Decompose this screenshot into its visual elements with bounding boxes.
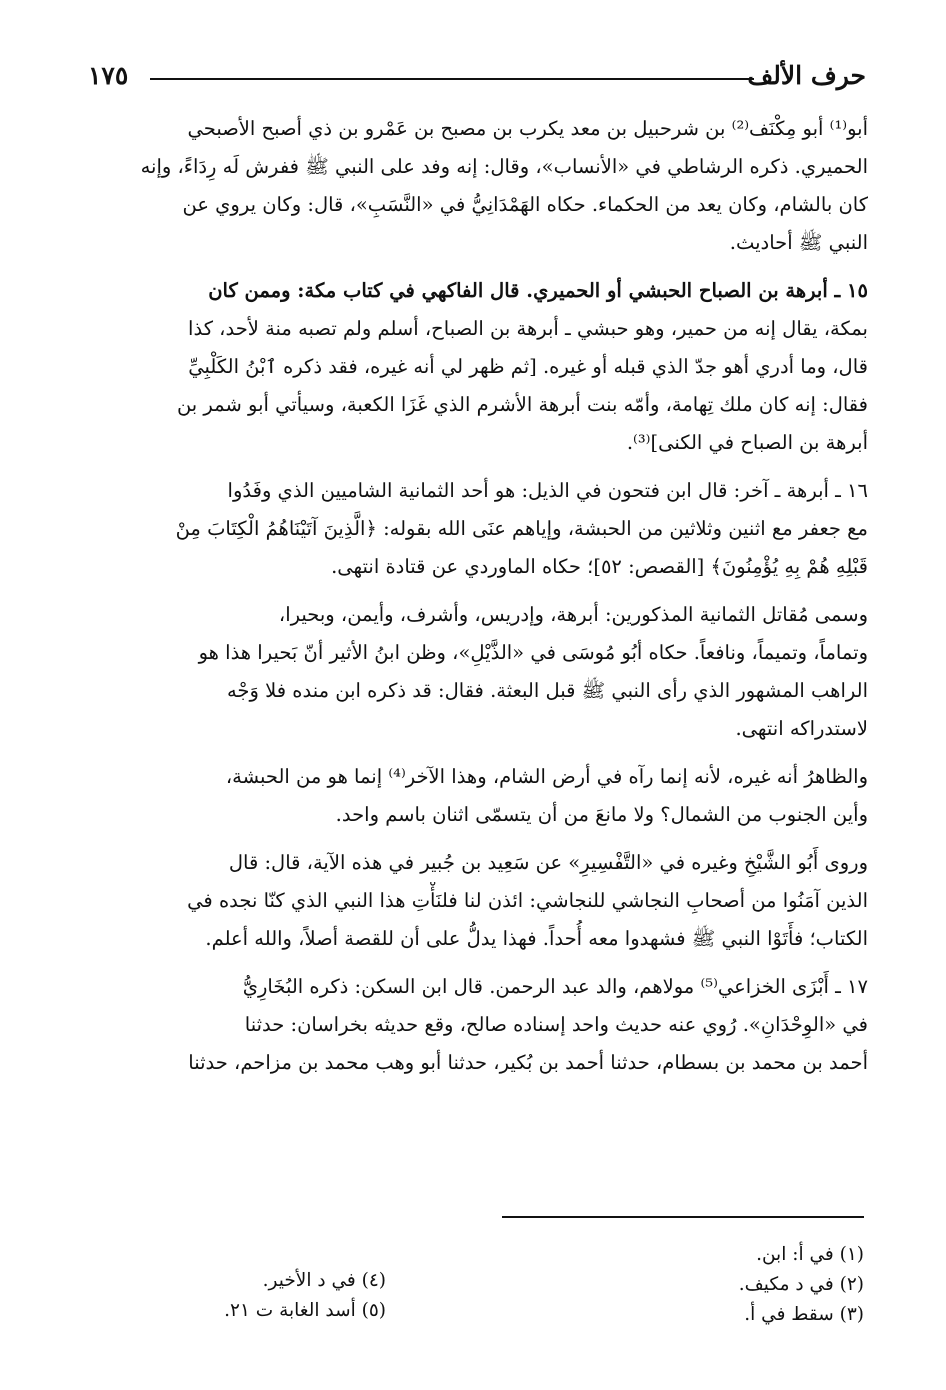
- text-line: فقال: إنه كان ملك تِهامة، وأمّه بنت أبرهة الأشرم الذي غَزَا الكعبة، وسيأتي أبو شمر بن: [176, 393, 868, 416]
- text-line: كان بالشام، وكان يعد من الحكماء. حكاه الهَمْدَانِيُّ في «النَّسَبِ»، قال: وكان يروي عن: [182, 193, 868, 216]
- entry-heading-line: ١٥ ـ أبرهة بن الصباح الحبشي أو الحميري. قال الفاكهي في كتاب مكة: وممن كان: [208, 279, 868, 302]
- footnotes-column-left: [136, 1266, 386, 1326]
- text-line: قال، وما أدري أهو جدّ الذي قبله أو غيره. [ثم ظهر لي أنه غيره، فقد ذكره ٱبْنُ الكَلْبِيِّ: [188, 355, 868, 378]
- entry-heading-line: ١٦ ـ أبرهة ـ آخر: قال ابن فتحون في الذيل: هو أحد الثمانية الشاميين الذي وفَدُوا: [227, 479, 868, 502]
- paragraph-muqatil: [78, 596, 868, 748]
- text-line: أبو⁽¹⁾ أبو مِكْنَف⁽²⁾ بن شرحبيل بن معد يكرب بن مصبح بن عَمْرو بن ذي أصبح الأصبحي: [187, 117, 868, 140]
- text-line: في «الوِحْدَانِ». رُوي عنه حديث واحد إسناده صالح، وقع حديثه بخراسان: حدثنا: [244, 1013, 868, 1036]
- paragraph-zahir: [78, 758, 868, 834]
- text-line: قَبْلِهِ هُمْ بِهِ يُؤْمِنُونَ﴾ [القصص: ٥٢]؛ حكاه الماوردي عن قتادة انتهى.: [331, 555, 868, 578]
- page-number: ١٧٥: [88, 61, 129, 90]
- text-line: وروى أَبُو الشَّيْخِ وغيره في «التَّفْسِيرِ» عن سَعِيد بن جُبير في هذه الآية، قال: قال: [228, 851, 868, 874]
- footnote-separator: [502, 1216, 864, 1218]
- text-line: الكتاب؛ فأَتَوْا النبي ﷺ فشهدوا معه أُحداً. فهذا يدلُّ على أن للقصة أصلاً، والله أعلم.: [205, 927, 868, 950]
- text-line: أحمد بن محمد بن بسطام، حدثنا أحمد بن بُكير، حدثنا أبو وهب محمد بن مزاحم، حدثنا: [188, 1051, 868, 1074]
- paragraph-abu-miknaf: [78, 110, 868, 262]
- entry-17: [78, 968, 868, 1082]
- text-line: وتماماً، وتميماً، ونافعاً. حكاه أبُو مُوسَى في «الذَّيْلِ»، وظن ابنُ الأثير أنّ بَحيرا هذا هو: [198, 641, 868, 664]
- text-line: الذين آمَنُوا من أصحابِ النجاشي للنجاشي: ائذن لنا فلنَأْتِ هذا النبي الذي كنّا نجده في: [187, 889, 868, 912]
- entry-16: [78, 472, 868, 586]
- text-line: مع جعفر مع اثنين وثلاثين من الحبشة، وإياهم عنَى الله بقوله: ﴿الَّذِينَ آتَيْنَاهُمُ الْكِتَابَ مِنْ: [175, 517, 868, 540]
- main-text: [78, 110, 868, 1092]
- paragraph-abu-shaykh: [78, 844, 868, 958]
- entry-heading-line: ١٧ ـ أَبْزَى الخزاعي⁽⁵⁾ مولاهم، والد عبد الرحمن. قال ابن السكن: ذكره البُخَارِيُّ: [242, 975, 868, 998]
- entry-15: [78, 272, 868, 462]
- footnote-1: (١) في أ: ابن.: [756, 1244, 864, 1265]
- text-line: بمكة، يقال إنه من حمير، وهو حبشي ـ أبرهة بن الصباح، أسلم ولم تصبه منة لأحد، كذا: [188, 317, 868, 340]
- header-rule: [150, 78, 754, 80]
- page-header: [88, 56, 866, 96]
- footnote-5: (٥) أسد الغابة ت ٢١.: [224, 1300, 386, 1321]
- text-line: الراهب المشهور الذي رأى النبي ﷺ قبل البعثة. فقال: قد ذكره ابن منده فلا وَجْه: [226, 679, 868, 702]
- footnotes-column-right: [534, 1240, 864, 1330]
- text-line: والظاهرُ أنه غيره، لأنه إنما رآه في أرض الشام، وهذا الآخر⁽⁴⁾ إنما هو من الحبشة،: [225, 765, 868, 788]
- text-line: الحميري. ذكره الرشاطي في «الأنساب»، وقال: إنه وفد على النبي ﷺ ففرش لَه رِدَاءً، وإنه: [140, 155, 868, 178]
- text-line: وأين الجنوب من الشمال؟ ولا مانعَ من أن يتسمّى اثنان باسم واحد.: [335, 803, 868, 826]
- running-title: حرف الألف: [747, 61, 866, 90]
- footnote-2: (٢) في د مكيف.: [738, 1274, 864, 1295]
- footnote-4: (٤) في د الأخير.: [262, 1270, 386, 1291]
- text-line: وسمى مُقاتل الثمانية المذكورين: أبرهة، وإدريس، وأشرف، وأيمن، وبحيرا،: [278, 603, 868, 626]
- footnote-3: (٣) سقط في أ.: [744, 1304, 864, 1325]
- text-line: لاستدراكه انتهى.: [735, 717, 868, 740]
- text-line: النبي ﷺ أحاديث.: [729, 231, 868, 254]
- text-line: أبرهة بن الصباح في الكنى]⁽³⁾.: [626, 431, 868, 454]
